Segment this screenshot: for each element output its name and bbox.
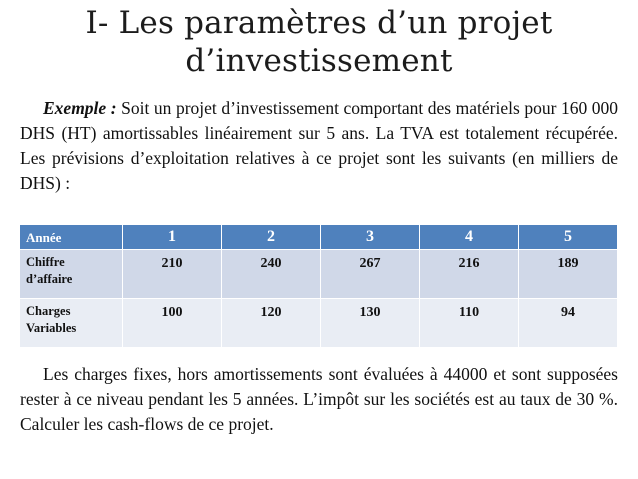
- slide-title: [0, 4, 638, 80]
- row-label-line2: Variables: [26, 321, 77, 335]
- table-row-charges-variables: [20, 299, 618, 348]
- intro-text: Soit un projet d’investissement comportant des matériels pour 160 000 DHS (HT) amortissables linéairement sur 5 ans. La TVA est totalement récupérée. Les prévisions d’exploitation relatives à ce projet sont les suivants (en milliers de DHS) :: [20, 98, 619, 193]
- header-year-2: 2: [222, 225, 321, 250]
- header-year-4: 4: [420, 225, 519, 250]
- cell-ca-year-1: 210: [123, 250, 222, 299]
- row-label-line1: Chiffre: [26, 255, 65, 269]
- cell-ca-year-3: 267: [321, 250, 420, 299]
- slide-title-line1: I- Les paramètres d’un projet: [85, 5, 553, 41]
- cell-cv-year-4: 110: [420, 299, 519, 348]
- cell-ca-year-2: 240: [222, 250, 321, 299]
- row-label-chiffre-affaire: [20, 250, 123, 299]
- row-label-line1: Charges: [26, 304, 71, 318]
- header-year-1: 1: [123, 225, 222, 250]
- conclusion-paragraph: [20, 362, 618, 437]
- cell-ca-year-5: 189: [519, 250, 618, 299]
- cell-cv-year-1: 100: [123, 299, 222, 348]
- row-label-charges-variables: [20, 299, 123, 348]
- header-year-5: 5: [519, 225, 618, 250]
- cell-cv-year-3: 130: [321, 299, 420, 348]
- intro-paragraph: [20, 96, 618, 196]
- exemple-label: Exemple :: [43, 98, 117, 118]
- header-year-3: 3: [321, 225, 420, 250]
- forecast-table: [20, 225, 618, 348]
- table-header-row: [20, 225, 618, 250]
- table-row-chiffre-affaire: [20, 250, 618, 299]
- row-label-line2: d’affaire: [26, 272, 73, 286]
- cell-cv-year-2: 120: [222, 299, 321, 348]
- cell-cv-year-5: 94: [519, 299, 618, 348]
- slide-title-line2: d’investissement: [185, 43, 453, 79]
- header-label-annee: Année: [20, 225, 123, 250]
- conclusion-text: Les charges fixes, hors amortissements sont évaluées à 44000 et sont supposées rester à ce niveau pendant les 5 années. L’impôt sur les sociétés est au taux de 30 %. Calculer les cash-flows de ce projet.: [20, 364, 618, 434]
- cell-ca-year-4: 216: [420, 250, 519, 299]
